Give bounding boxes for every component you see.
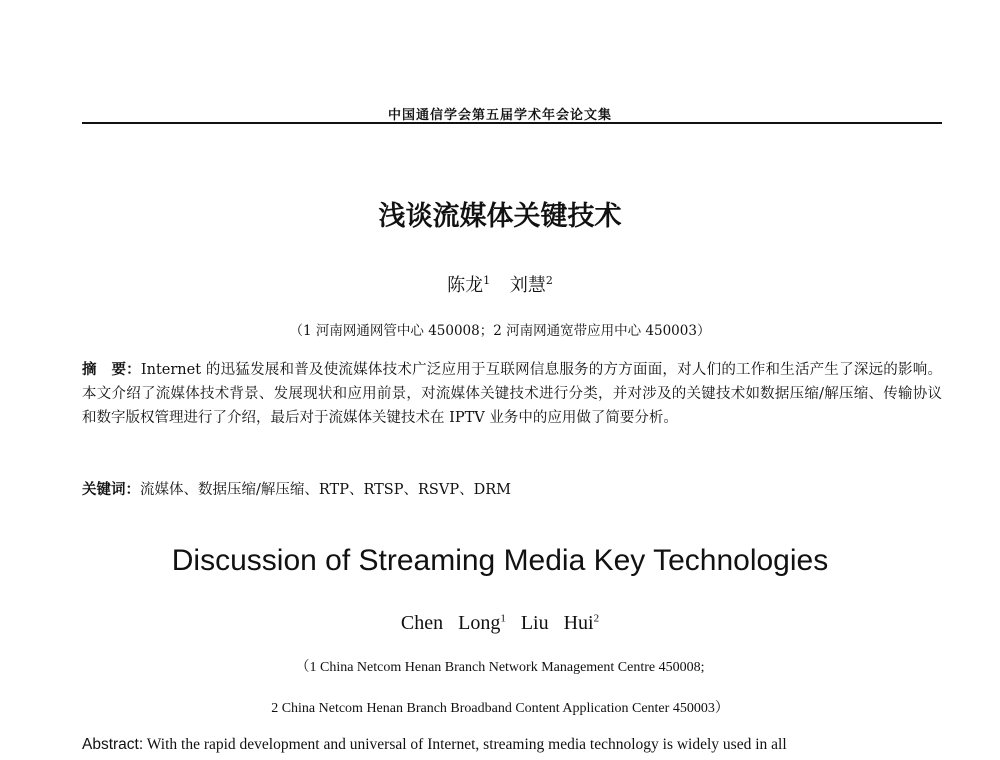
affiliation-english-line-2: 2 China Netcom Henan Branch Broadband Content Application Center 450003）	[271, 701, 729, 716]
authors-english	[0, 612, 1000, 635]
author-superscript: 1	[500, 612, 506, 625]
running-header: 中国通信学会第五届学术年会论文集	[387, 108, 612, 123]
author-superscript: 2	[545, 274, 553, 287]
abstract-label-en: Abstract:	[82, 736, 144, 753]
author-liu-hui-cn: 刘慧	[509, 275, 546, 296]
authors-chinese	[0, 271, 1000, 297]
affiliations-chinese: （1 河南网通网管中心 450008；2 河南网通宽带应用中心 450003）	[289, 323, 711, 339]
abstract-chinese	[82, 358, 942, 430]
author-chen-long-en: Chen Long	[400, 612, 501, 634]
author-superscript: 1	[483, 274, 491, 287]
abstract-english	[82, 736, 962, 754]
header-rule	[82, 122, 942, 124]
author-chen-long-cn: 陈龙	[447, 275, 484, 296]
affiliation-english-line-1: （1 China Netcom Henan Branch Network Management Centre 450008;	[295, 660, 705, 675]
abstract-label-cn: 摘 要：	[82, 361, 141, 378]
paper-title-english: Discussion of Streaming Media Key Technologies	[171, 544, 829, 577]
abstract-text-en: With the rapid development and universal of Internet, streaming media technology is widely used in all	[143, 736, 787, 753]
keywords-text-cn: 流媒体、数据压缩/解压缩、RTP、RTSP、RSVP、DRM	[140, 482, 511, 498]
author-liu-hui-en: Liu Hui	[520, 612, 594, 634]
keywords-label-cn: 关键词：	[82, 481, 140, 498]
paper-title-chinese: 浅谈流媒体关键技术	[378, 201, 622, 232]
keywords-chinese	[82, 478, 942, 502]
abstract-text-cn: Internet 的迅猛发展和普及使流媒体技术广泛应用于互联网信息服务的方方面面，对人们的工作和生活产生了深远的影响。本文介绍了流媒体技术背景、发展现状和应用前景，对流媒体关键技术进行分类，并对涉及的关键技术如数据压缩/解压缩、传输协议和数字版权管理进行了介绍，最后对于流媒体关键技术在 IPTV 业务中的应用做了简要分析。	[82, 362, 942, 426]
author-superscript: 2	[593, 612, 600, 625]
